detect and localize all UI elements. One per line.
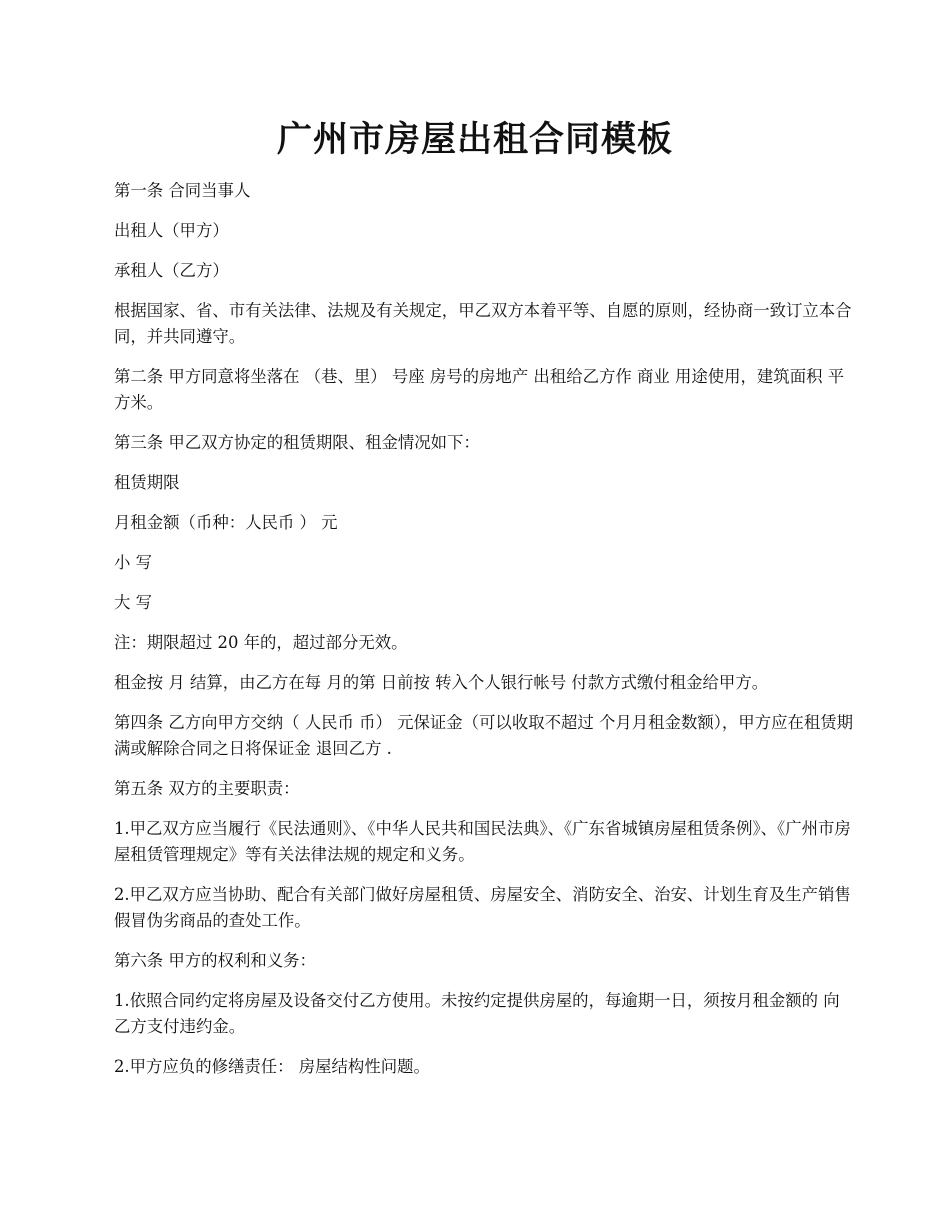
- document-body: [114, 178, 854, 1094]
- article-3-heading: 第三条 甲乙双方协定的租赁期限、租金情况如下：: [114, 433, 480, 452]
- preamble-paragraph: 根据国家、省、市有关法律、法规及有关规定，甲乙双方本着平等、自愿的原则，经协商一致订立本合同，并共同遵守。: [114, 301, 852, 346]
- article-5-item-1: 1.甲乙双方应当履行《民法通则》、《中华人民共和国民法典》、《广东省城镇房屋租赁条例》、《广州市房屋租赁管理规定》等有关法律法规的规定和义务。: [114, 819, 851, 864]
- article-5-item-2: 2.甲乙双方应当协助、配合有关部门做好房屋租赁、房屋安全、消防安全、治安、计划生育及生产销售假冒伪劣商品的查处工作。: [114, 885, 851, 930]
- amount-lowercase-line: 小 写: [114, 553, 152, 572]
- article-1-heading: 第一条 合同当事人: [114, 181, 251, 200]
- lessee-line: 承租人（乙方）: [114, 261, 229, 280]
- monthly-rent-line: 月租金额（币种：人民币 ） 元: [114, 513, 338, 532]
- term-note-line: 注：期限超过 20 年的，超过部分无效。: [114, 633, 408, 652]
- lessor-line: 出租人（甲方）: [114, 221, 229, 240]
- rent-payment-paragraph: 租金按 月 结算，由乙方在每 月的第 日前按 转入个人银行帐号 付款方式缴付租金给甲方。: [114, 673, 769, 692]
- article-2-paragraph: 第二条 甲方同意将坐落在 （巷、里） 号座 房号的房地产 出租给乙方作 商业 用途使用，建筑面积 平方米。: [114, 367, 845, 412]
- article-4-paragraph: 第四条 乙方向甲方交纳（ 人民币 币） 元保证金（可以收取不超过 个月月租金数额），甲方应在租赁期满或解除合同之日将保证金 退回乙方 .: [114, 713, 854, 758]
- document-title: 广州市房屋出租合同模板: [276, 119, 673, 160]
- amount-uppercase-line: 大 写: [114, 593, 152, 612]
- article-5-heading: 第五条 双方的主要职责：: [114, 779, 300, 798]
- article-6-heading: 第六条 甲方的权利和义务：: [114, 951, 316, 970]
- article-6-item-1: 1.依照合同约定将房屋及设备交付乙方使用。未按约定提供房屋的，每逾期一日，须按月租金额的 向乙方支付违约金。: [114, 991, 840, 1036]
- article-6-item-2: 2.甲方应负的修缮责任： 房屋结构性问题。: [114, 1057, 430, 1076]
- lease-term-line: 租赁期限: [114, 473, 180, 492]
